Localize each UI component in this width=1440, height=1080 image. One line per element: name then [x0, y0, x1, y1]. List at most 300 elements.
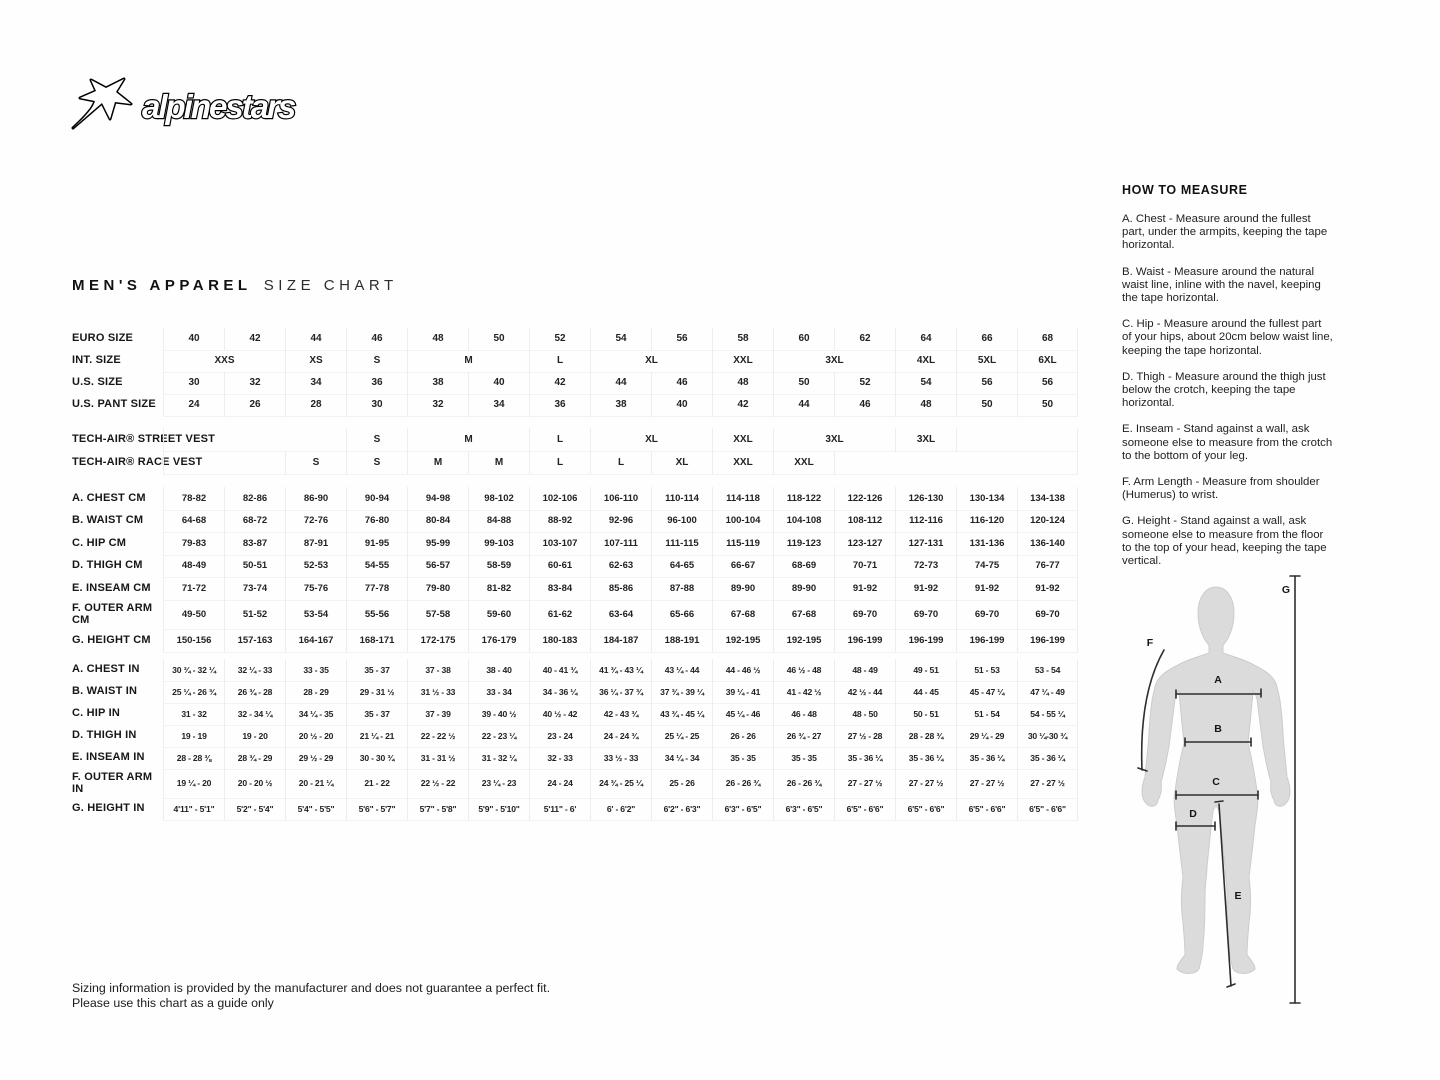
size-cell: 35 - 36 ¼	[1017, 747, 1078, 770]
table-row	[72, 703, 1078, 725]
size-cell: 23 - 24	[529, 725, 590, 748]
size-cell: 6'2" - 6'3"	[651, 798, 712, 821]
size-cell: 85-86	[590, 577, 651, 601]
size-cell: XXL	[712, 350, 773, 373]
size-cell: 28 - 28 ¾	[895, 725, 956, 748]
size-cell: 86-90	[285, 487, 346, 511]
row-label: TECH-AIR® STREET VEST	[72, 432, 216, 445]
size-cell: 29 ½ - 29	[285, 747, 346, 770]
size-cell: XXL	[712, 451, 773, 475]
size-cell: 5'4" - 5'5"	[285, 798, 346, 821]
size-cell	[956, 428, 1078, 452]
row-label: D. THIGH IN	[72, 729, 137, 742]
size-cell: 172-175	[407, 629, 468, 653]
size-cell: 76-80	[346, 510, 407, 533]
size-cell: 30 ¼-30 ¾	[1017, 725, 1078, 748]
size-cell: 24 - 24 ¾	[590, 725, 651, 748]
size-cell: 72-76	[285, 510, 346, 533]
size-cell: 40	[468, 372, 529, 395]
row-label: B. WAIST IN	[72, 685, 138, 698]
size-cell: 65-66	[651, 600, 712, 630]
size-cell: 26 - 26 ¾	[773, 769, 834, 799]
size-cell: 52	[529, 328, 590, 351]
size-cell: 48-49	[163, 555, 224, 578]
size-cell: 5'9" - 5'10"	[468, 798, 529, 821]
size-cell: 50 - 51	[895, 703, 956, 726]
alpinestars-logo	[70, 76, 326, 134]
size-cell: 28 - 28 ⅜	[163, 747, 224, 770]
disclaimer-line1: Sizing information is provided by the manufacturer and does not guarantee a perfect fit.	[72, 981, 551, 995]
size-cell: 32	[224, 372, 285, 395]
size-cell: 75-76	[285, 577, 346, 601]
size-cell: 66-67	[712, 555, 773, 578]
label-arm: F	[1146, 637, 1154, 649]
page-title	[72, 277, 398, 294]
size-cell: 50	[956, 394, 1017, 417]
size-cell: 106-110	[590, 487, 651, 511]
size-cell: 39 ¼ - 41	[712, 681, 773, 704]
size-cell: 103-107	[529, 532, 590, 556]
size-cell: 35 - 37	[346, 703, 407, 726]
table-row	[72, 798, 1078, 820]
size-cell: 68	[1017, 328, 1078, 351]
size-cell: 87-88	[651, 577, 712, 601]
size-cell: 35 - 35	[773, 747, 834, 770]
size-cell: 5XL	[956, 350, 1017, 373]
size-cell: S	[346, 428, 407, 452]
row-label: C. HIP IN	[72, 707, 121, 720]
size-cell: 116-120	[956, 510, 1017, 533]
label-chest: A	[1214, 674, 1222, 686]
size-cell: 196-199	[895, 629, 956, 653]
size-cell: 26 ¾ - 27	[773, 725, 834, 748]
size-cell: 30 - 30 ¾	[346, 747, 407, 770]
size-cell: L	[529, 428, 590, 452]
size-cell: 24 - 24	[529, 769, 590, 799]
size-cell: 21 - 22	[346, 769, 407, 799]
size-cell: 122-126	[834, 487, 895, 511]
size-cell: 33 ½ - 33	[590, 747, 651, 770]
size-cell: 25 ¼ - 26 ¾	[163, 681, 224, 704]
size-cell: 48	[712, 372, 773, 395]
size-cell: 92-96	[590, 510, 651, 533]
size-cell: 5'7" - 5'8"	[407, 798, 468, 821]
size-cell: 47 ¼ - 49	[1017, 681, 1078, 704]
table-row	[72, 394, 1078, 416]
size-cell: 51 - 54	[956, 703, 1017, 726]
size-cell: 32	[407, 394, 468, 417]
size-cell: 44 - 46 ½	[712, 659, 773, 682]
size-cell: 196-199	[956, 629, 1017, 653]
size-cell: 52-53	[285, 555, 346, 578]
size-cell: 6'3" - 6'5"	[773, 798, 834, 821]
size-cell: 56	[651, 328, 712, 351]
size-cell: 26 - 26 ¾	[712, 769, 773, 799]
size-cell: S	[346, 350, 407, 373]
size-cell: 50	[468, 328, 529, 351]
size-cell: 87-91	[285, 532, 346, 556]
size-cell: S	[346, 451, 407, 475]
size-cell: 54-55	[346, 555, 407, 578]
measure-item: F. Arm Length - Measure from shoulder (Humerus) to wrist.	[1122, 476, 1320, 502]
size-cell: 196-199	[1017, 629, 1078, 653]
size-cell: 19 - 20	[224, 725, 285, 748]
size-cell: 56-57	[407, 555, 468, 578]
row-label: F. OUTER ARM CM	[72, 601, 153, 626]
size-cell: 40 ½ - 42	[529, 703, 590, 726]
size-cell: 37 - 38	[407, 659, 468, 682]
size-cell: 66	[956, 328, 1017, 351]
measure-item: G. Height - Stand against a wall, ask someone else to measure from the floor to the top of your head, keeping the tape vertical.	[1122, 515, 1327, 568]
size-cell: 44	[285, 328, 346, 351]
size-cell: 136-140	[1017, 532, 1078, 556]
size-cell: 34 - 36 ¼	[529, 681, 590, 704]
size-cell: 20 - 20 ½	[224, 769, 285, 799]
size-cell: 114-118	[712, 487, 773, 511]
size-cell: 21 ¼ - 21	[346, 725, 407, 748]
size-cell: 27 - 27 ½	[895, 769, 956, 799]
size-cell: 46	[346, 328, 407, 351]
size-cell: 6'5" - 6'6"	[834, 798, 895, 821]
size-cell: 35 - 36 ¼	[834, 747, 895, 770]
size-cell: 34	[285, 372, 346, 395]
measurement-figure	[1128, 568, 1440, 1020]
size-cell: 130-134	[956, 487, 1017, 511]
size-cell: 46	[834, 394, 895, 417]
row-label: C. HIP CM	[72, 536, 127, 549]
size-cell: 196-199	[834, 629, 895, 653]
size-cell: 69-70	[1017, 600, 1078, 630]
size-cell: 112-116	[895, 510, 956, 533]
row-label: TECH-AIR® RACE VEST	[72, 455, 203, 468]
size-cell: 41 ¾ - 43 ¼	[590, 659, 651, 682]
size-cell: 31 ½ - 33	[407, 681, 468, 704]
size-cell: 6'3" - 6'5"	[712, 798, 773, 821]
table-row	[72, 629, 1078, 652]
size-cell: 110-114	[651, 487, 712, 511]
size-cell: 60	[773, 328, 834, 351]
row-label: A. CHEST CM	[72, 491, 146, 504]
page-title-sub: SIZE CHART	[263, 277, 398, 294]
size-cell: 79-80	[407, 577, 468, 601]
size-cell: 26	[224, 394, 285, 417]
table-row	[72, 555, 1078, 577]
size-cell: 91-92	[956, 577, 1017, 601]
row-label: U.S. PANT SIZE	[72, 398, 156, 411]
size-cell: 51 - 53	[956, 659, 1017, 682]
size-cell: 43 ¾ - 45 ¼	[651, 703, 712, 726]
size-cell: 168-171	[346, 629, 407, 653]
size-cell: XL	[590, 350, 712, 373]
table-row	[72, 487, 1078, 510]
size-cell: 56	[956, 372, 1017, 395]
size-cell: 38 - 40	[468, 659, 529, 682]
size-cell: 115-119	[712, 532, 773, 556]
size-cell: 48	[407, 328, 468, 351]
size-cell: 67-68	[773, 600, 834, 630]
size-cell: 123-127	[834, 532, 895, 556]
size-cell: 40	[651, 394, 712, 417]
how-to-measure-heading: HOW TO MEASURE	[1122, 183, 1248, 197]
size-cell: L	[590, 451, 651, 475]
size-cell: 30	[346, 394, 407, 417]
size-cell: 35 - 36 ¼	[956, 747, 1017, 770]
size-cell: 36	[529, 394, 590, 417]
size-cell: 54 - 55 ¼	[1017, 703, 1078, 726]
size-cell: XL	[590, 428, 712, 452]
size-cell: 188-191	[651, 629, 712, 653]
size-cell: 68-69	[773, 555, 834, 578]
size-cell: 131-136	[956, 532, 1017, 556]
row-label: B. WAIST CM	[72, 514, 144, 527]
size-cell: 62	[834, 328, 895, 351]
size-cell: 53 - 54	[1017, 659, 1078, 682]
size-cell: 51-52	[224, 600, 285, 630]
size-cell: S	[285, 451, 346, 475]
size-cell: 46	[651, 372, 712, 395]
size-cell: 32 ¼ - 33	[224, 659, 285, 682]
size-cell: 74-75	[956, 555, 1017, 578]
size-cell: 6'5" - 6'6"	[1017, 798, 1078, 821]
size-cell: 88-92	[529, 510, 590, 533]
size-cell: 32 - 33	[529, 747, 590, 770]
size-cell: 102-106	[529, 487, 590, 511]
row-label: G. HEIGHT IN	[72, 802, 145, 815]
size-cell: 31 - 31 ½	[407, 747, 468, 770]
size-cell: 27 - 27 ½	[1017, 769, 1078, 799]
size-cell: 42 - 43 ¾	[590, 703, 651, 726]
size-cell: 127-131	[895, 532, 956, 556]
table-row	[72, 659, 1078, 681]
size-cell: 23 ¼ - 23	[468, 769, 529, 799]
size-cell: 40 - 41 ¾	[529, 659, 590, 682]
how-to-measure	[1122, 183, 1334, 581]
table-row	[72, 510, 1078, 532]
size-cell: 35 - 37	[346, 659, 407, 682]
size-cell: 48 - 50	[834, 703, 895, 726]
size-cell: 62-63	[590, 555, 651, 578]
size-cell: 24 ¾ - 25 ¼	[590, 769, 651, 799]
size-cell: 64-68	[163, 510, 224, 533]
size-cell: XS	[285, 350, 346, 373]
table-row	[72, 681, 1078, 703]
size-cell: 64	[895, 328, 956, 351]
measure-list	[1122, 213, 1334, 568]
size-cell: 30 ¾ - 32 ¼	[163, 659, 224, 682]
table-row	[72, 428, 1078, 451]
size-cell: 4'11" - 5'1"	[163, 798, 224, 821]
size-cell: 3XL	[895, 428, 956, 452]
size-cell: 42	[529, 372, 590, 395]
size-cell: 84-88	[468, 510, 529, 533]
size-cell: 157-163	[224, 629, 285, 653]
size-cell: 120-124	[1017, 510, 1078, 533]
size-cell: 64-65	[651, 555, 712, 578]
size-cell: 63-64	[590, 600, 651, 630]
size-cell: 5'2" - 5'4"	[224, 798, 285, 821]
disclaimer-line2: Please use this chart as a guide only	[72, 996, 274, 1010]
size-cell: 38	[407, 372, 468, 395]
measure-item: E. Inseam - Stand against a wall, ask someone else to measure from the crotch to the bottom of your leg.	[1122, 423, 1333, 462]
size-cell: 39 - 40 ½	[468, 703, 529, 726]
size-cell: 80-84	[407, 510, 468, 533]
size-cell: 68-72	[224, 510, 285, 533]
size-cell: 192-195	[773, 629, 834, 653]
size-cell: 164-167	[285, 629, 346, 653]
size-cell: 90-94	[346, 487, 407, 511]
size-cell: 42 ½ - 44	[834, 681, 895, 704]
size-cell: 44 - 45	[895, 681, 956, 704]
size-cell: 89-90	[712, 577, 773, 601]
row-label: G. HEIGHT CM	[72, 633, 151, 646]
size-cell: M	[407, 350, 529, 373]
size-cell: 27 - 27 ½	[956, 769, 1017, 799]
size-cell: 50	[1017, 394, 1078, 417]
size-cell: 96-100	[651, 510, 712, 533]
label-height: G	[1281, 584, 1290, 596]
table-row	[72, 532, 1078, 555]
size-cell: 5'11" - 6'	[529, 798, 590, 821]
size-cell: 126-130	[895, 487, 956, 511]
size-cell: 118-122	[773, 487, 834, 511]
size-cell: 78-82	[163, 487, 224, 511]
size-cell: 70-71	[834, 555, 895, 578]
size-cell: 104-108	[773, 510, 834, 533]
table-row	[72, 747, 1078, 769]
size-cell: 31 - 32	[163, 703, 224, 726]
table-gap	[72, 474, 1078, 487]
table-row	[72, 328, 1078, 350]
size-cell: 77-78	[346, 577, 407, 601]
size-cell: 22 ½ - 22	[407, 769, 468, 799]
size-cell: 28 ¾ - 29	[224, 747, 285, 770]
size-cell: 37 ¾ - 39 ¼	[651, 681, 712, 704]
alpinestars-star-icon	[73, 79, 131, 128]
size-cell: 34	[468, 394, 529, 417]
size-cell: 150-156	[163, 629, 224, 653]
size-cell: 67-68	[712, 600, 773, 630]
size-cell: 41 - 42 ½	[773, 681, 834, 704]
size-cell: 28	[285, 394, 346, 417]
size-cell: 20 - 21 ¼	[285, 769, 346, 799]
size-cell: 49-50	[163, 600, 224, 630]
size-cell: 60-61	[529, 555, 590, 578]
size-cell: 69-70	[956, 600, 1017, 630]
table-row	[72, 577, 1078, 600]
size-cell: 34 ¼ - 34	[651, 747, 712, 770]
size-cell: 54	[895, 372, 956, 395]
size-cell: 58-59	[468, 555, 529, 578]
size-cell: 119-123	[773, 532, 834, 556]
size-cell: 22 - 23 ¼	[468, 725, 529, 748]
size-cell: 48 - 49	[834, 659, 895, 682]
size-cell: 81-82	[468, 577, 529, 601]
size-cell: 111-115	[651, 532, 712, 556]
size-cell: 46 ½ - 48	[773, 659, 834, 682]
size-cell	[163, 451, 285, 475]
size-cell: 6XL	[1017, 350, 1078, 373]
size-cell	[834, 451, 1078, 475]
size-cell: 22 - 22 ½	[407, 725, 468, 748]
size-cell: 36	[346, 372, 407, 395]
size-cell: 25 ¼ - 25	[651, 725, 712, 748]
size-cell: 44	[590, 372, 651, 395]
size-cell: 45 ¼ - 46	[712, 703, 773, 726]
table-row	[72, 372, 1078, 394]
size-cell: XXS	[163, 350, 285, 373]
size-cell: 30	[163, 372, 224, 395]
size-cell: 176-179	[468, 629, 529, 653]
size-cell: XXL	[773, 451, 834, 475]
size-cell: L	[529, 451, 590, 475]
table-row	[72, 350, 1078, 372]
size-cell: 184-187	[590, 629, 651, 653]
measure-item: D. Thigh - Measure around the thigh just below the crotch, keeping the tape horizontal.	[1122, 370, 1326, 410]
size-cell: 49 - 51	[895, 659, 956, 682]
size-cell: 46 - 48	[773, 703, 834, 726]
size-cell: 34 ¼ - 35	[285, 703, 346, 726]
measure-item: A. Chest - Measure around the fullest part, under the armpits, keeping the tape horizontal.	[1122, 213, 1328, 252]
size-cell: 83-84	[529, 577, 590, 601]
size-cell: 91-92	[1017, 577, 1078, 601]
size-cell: 98-102	[468, 487, 529, 511]
size-cell: M	[468, 451, 529, 475]
row-label: A. CHEST IN	[72, 663, 140, 676]
row-label: E. INSEAM CM	[72, 581, 151, 594]
size-cell: 29 - 31 ½	[346, 681, 407, 704]
size-cell: 26 ¾ - 28	[224, 681, 285, 704]
size-cell: 180-183	[529, 629, 590, 653]
alpinestars-wordmark: alpinestars	[142, 88, 295, 125]
height-line	[1290, 576, 1300, 1003]
size-cell: 27 ½ - 28	[834, 725, 895, 748]
size-cell: 43 ¼ - 44	[651, 659, 712, 682]
size-cell: 192-195	[712, 629, 773, 653]
size-cell: 48	[895, 394, 956, 417]
size-cell: 37 - 39	[407, 703, 468, 726]
size-cell: M	[407, 428, 529, 452]
row-label: F. OUTER ARM IN	[72, 770, 153, 795]
size-cell: 38	[590, 394, 651, 417]
size-cell: 6'5" - 6'6"	[895, 798, 956, 821]
size-cell: 89-90	[773, 577, 834, 601]
size-cell: 33 - 35	[285, 659, 346, 682]
size-cell: 54	[590, 328, 651, 351]
size-cell: 50	[773, 372, 834, 395]
disclaimer	[72, 981, 550, 1011]
table-row	[72, 725, 1078, 747]
label-hip: C	[1212, 776, 1220, 788]
size-cell: 134-138	[1017, 487, 1078, 511]
table-row	[72, 451, 1078, 474]
table-row	[72, 600, 1078, 629]
size-cell: 59-60	[468, 600, 529, 630]
size-cell: M	[407, 451, 468, 475]
size-cell: 4XL	[895, 350, 956, 373]
size-cell: 31 - 32 ¼	[468, 747, 529, 770]
size-cell	[163, 428, 346, 452]
size-cell: 3XL	[773, 350, 895, 373]
size-table	[72, 328, 1078, 820]
label-thigh: D	[1189, 808, 1197, 820]
size-cell: XL	[651, 451, 712, 475]
size-cell: 26 - 26	[712, 725, 773, 748]
size-cell: 36 ¼ - 37 ¾	[590, 681, 651, 704]
measure-item: C. Hip - Measure around the fullest part of your hips, about 20cm below waist line, keeping the tape horizontal.	[1122, 318, 1333, 357]
size-cell: 94-98	[407, 487, 468, 511]
size-cell: 29 ¼ - 29	[956, 725, 1017, 748]
size-cell: 24	[163, 394, 224, 417]
